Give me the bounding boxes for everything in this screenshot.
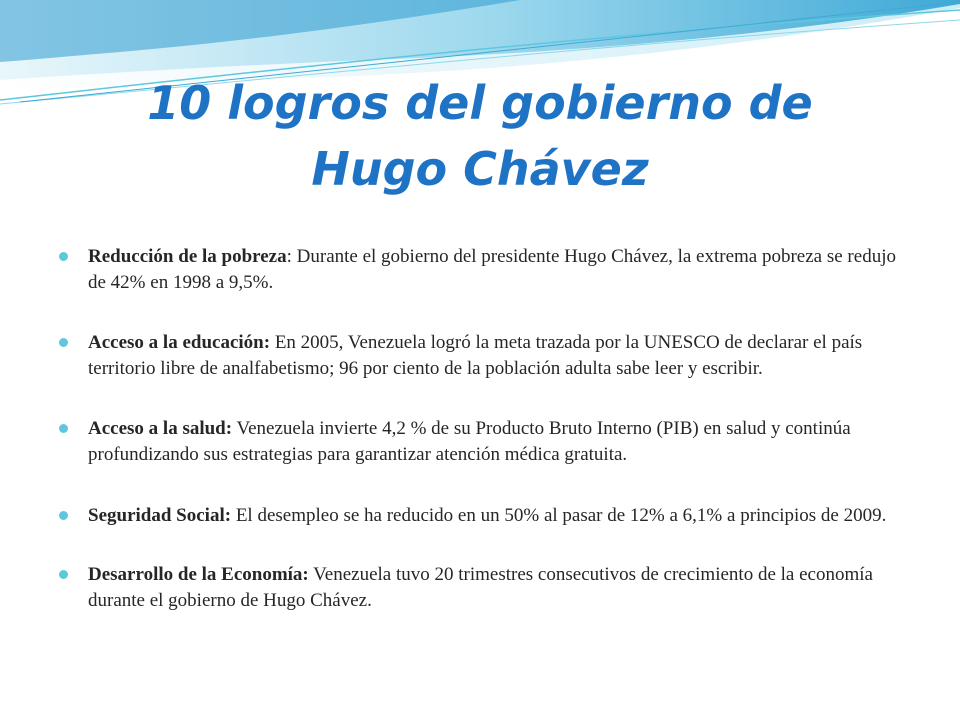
page-title	[100, 70, 860, 202]
bullet-icon	[59, 252, 68, 261]
list-item-text: : Durante el gobierno del presidente Hugo Chávez, la extrema pobreza se redujo de 42% en 1998 a 9,5%.	[88, 246, 896, 293]
list-item-text: En 2005, Venezuela logró la meta trazada por la UNESCO de declarar el país territorio libre de analfabetismo; 96 por ciento de la población adulta sabe leer y escribir.	[88, 332, 863, 379]
bullet-icon	[59, 424, 68, 433]
list-item-term: Acceso a la educación:	[88, 332, 271, 353]
list-item-text: Venezuela invierte 4,2 % de su Producto Bruto Interno (PIB) en salud y continúa profundizando sus estrategias para garantizar atención médica gratuita.	[88, 418, 851, 465]
bullet-icon	[59, 511, 68, 520]
list-item-economy	[56, 562, 896, 614]
list-item-text: El desempleo se ha reducido en un 50% al pasar de 12% a 6,1% a principios de 2009.	[231, 505, 887, 526]
bullet-icon	[59, 338, 68, 347]
list-item-poverty	[56, 244, 896, 296]
list-item-text: Venezuela tuvo 20 trimestres consecutivos de crecimiento de la economía durante el gobierno de Hugo Chávez.	[88, 564, 873, 611]
list-item-social-security	[56, 503, 896, 529]
list-item-education	[56, 330, 896, 382]
list-item-term: Seguridad Social:	[88, 505, 232, 526]
list-item-term: Reducción de la pobreza	[88, 246, 287, 267]
achievements-list	[56, 244, 896, 614]
list-item-health	[56, 416, 896, 468]
title-line-1: 10 logros del gobierno de	[147, 76, 813, 130]
list-item-term: Desarrollo de la Economía:	[88, 564, 309, 585]
list-item-term: Acceso a la salud:	[88, 418, 233, 439]
bullet-icon	[59, 570, 68, 579]
title-line-2: Hugo Chávez	[311, 142, 649, 196]
